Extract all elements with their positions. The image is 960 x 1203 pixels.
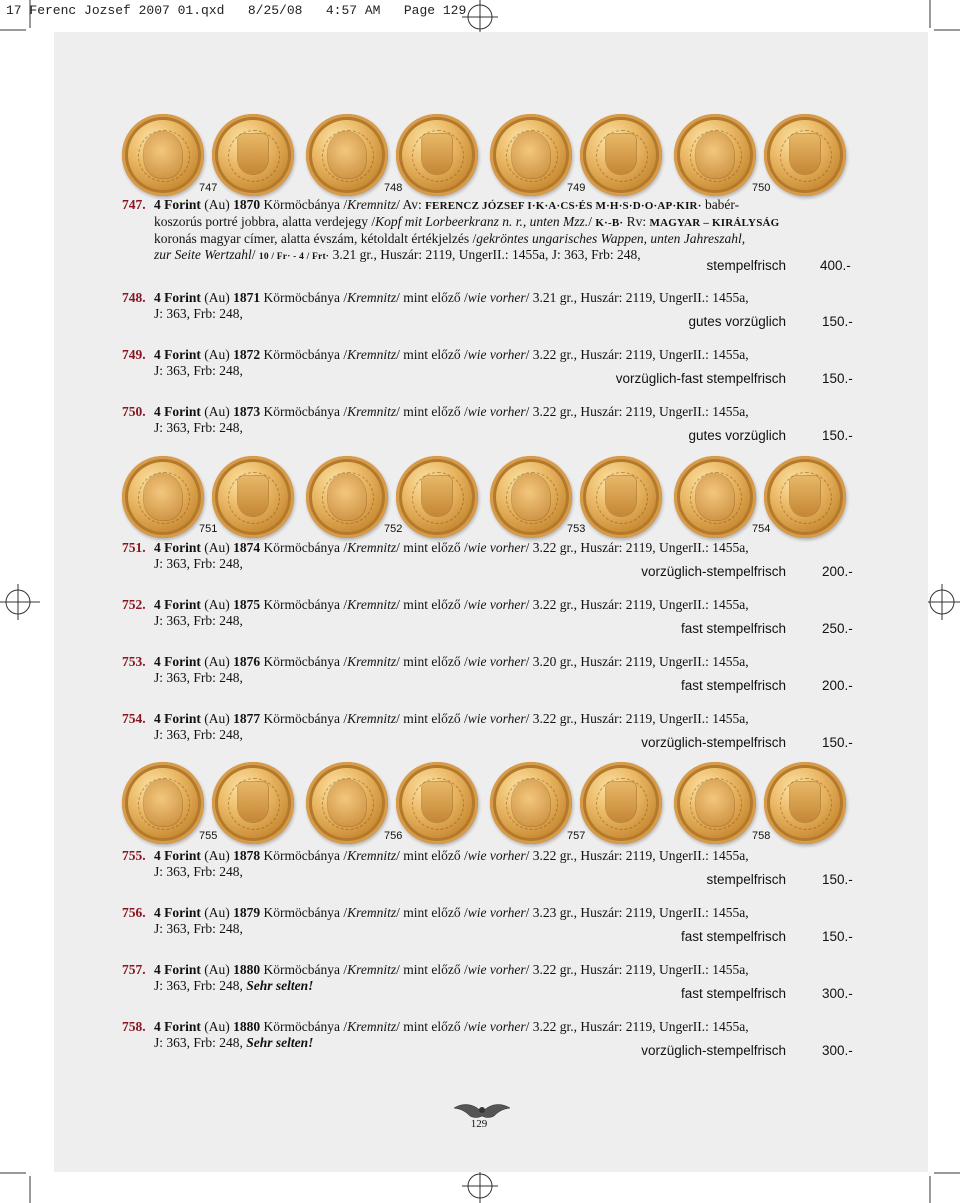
mint: Körmöcbánya / bbox=[260, 404, 348, 419]
text-german: wie vorher bbox=[467, 597, 526, 612]
references: J: 363, Frb: 248, bbox=[154, 306, 243, 321]
text-german: wie vorher bbox=[467, 1019, 526, 1034]
text: / bbox=[525, 597, 533, 612]
references: gr., Huszár: 2119, UngerII.: 1455a, bbox=[556, 404, 749, 419]
mint-german: Kremnitz bbox=[347, 347, 397, 362]
coin-749-reverse bbox=[580, 114, 662, 196]
text-german: wie vorher bbox=[467, 290, 526, 305]
note: Sehr selten! bbox=[246, 1035, 314, 1050]
denomination: 4 Forint bbox=[154, 404, 201, 419]
denomination: 4 Forint bbox=[154, 197, 201, 212]
year: 1877 bbox=[233, 711, 261, 726]
grade: vorzüglich-fast stempelfrisch bbox=[615, 371, 786, 386]
mint-german: Kremnitz bbox=[347, 540, 397, 555]
coin-750-reverse bbox=[764, 114, 846, 196]
text: / mint előző / bbox=[396, 962, 468, 977]
text: / mint előző / bbox=[396, 654, 468, 669]
price: 150.- bbox=[822, 872, 853, 887]
text: koszorús portré jobbra, alatta verdejegy / bbox=[154, 214, 376, 229]
text: / mint előző / bbox=[396, 290, 468, 305]
references: J: 363, Frb: 248, bbox=[154, 1035, 243, 1050]
text: / mint előző / bbox=[396, 404, 468, 419]
grade: fast stempelfrisch bbox=[680, 678, 786, 693]
text: / bbox=[525, 404, 533, 419]
grade: vorzüglich-stempelfrisch bbox=[641, 735, 786, 750]
text: / mint előző / bbox=[396, 597, 468, 612]
coin-752-obverse bbox=[306, 456, 388, 538]
weight: 3.22 bbox=[532, 540, 557, 555]
lot-number: 751. bbox=[122, 540, 146, 555]
mint: Körmöcbánya / bbox=[260, 654, 348, 669]
metal: (Au) bbox=[200, 540, 234, 555]
value-legend: 10 / Fr· - 4 / Frt· bbox=[258, 252, 330, 262]
metal: (Au) bbox=[200, 404, 234, 419]
coin-756-reverse bbox=[396, 762, 478, 844]
lot-number: 753. bbox=[122, 654, 146, 669]
mint-german: Kremnitz bbox=[347, 597, 397, 612]
references: gr., Huszár: 2119, UngerII.: 1455a, bbox=[556, 711, 749, 726]
year: 1878 bbox=[233, 848, 261, 863]
mint: Körmöcbánya / bbox=[260, 597, 348, 612]
year: 1873 bbox=[233, 404, 261, 419]
year: 1874 bbox=[233, 540, 261, 555]
weight: 3.22 bbox=[532, 962, 557, 977]
coin-label: 753 bbox=[567, 523, 586, 535]
references: gr., Huszár: 2119, UngerII.: 1455a, bbox=[556, 597, 749, 612]
coin-747-obverse bbox=[122, 114, 204, 196]
price: 150.- bbox=[822, 428, 853, 443]
coin-row-1 bbox=[120, 114, 850, 204]
coin-748-reverse bbox=[396, 114, 478, 196]
page-number: 129 bbox=[470, 1118, 488, 1130]
coin-label: 747 bbox=[199, 182, 218, 194]
coin-756-obverse bbox=[306, 762, 388, 844]
mint: Körmöcbánya / bbox=[260, 347, 348, 362]
lot-number: 747. bbox=[122, 197, 146, 212]
mint: Körmöcbánya / bbox=[260, 848, 348, 863]
references: gr., Huszár: 2119, UngerII.: 1455a, bbox=[556, 962, 749, 977]
references: J: 363, Frb: 248, bbox=[154, 556, 243, 571]
mint: Körmöcbánya / bbox=[260, 711, 348, 726]
metal: (Au) bbox=[200, 962, 234, 977]
coin-748-obverse bbox=[306, 114, 388, 196]
price: 150.- bbox=[822, 929, 853, 944]
price: 200.- bbox=[822, 678, 853, 693]
metal: (Au) bbox=[200, 654, 234, 669]
text-german: zur Seite Wertzahl bbox=[154, 247, 252, 262]
year: 1880 bbox=[233, 1019, 261, 1034]
text: / bbox=[525, 962, 533, 977]
lot-number: 749. bbox=[122, 347, 146, 362]
price: 150.- bbox=[822, 314, 853, 329]
metal: (Au) bbox=[200, 1019, 234, 1034]
coin-758-reverse bbox=[764, 762, 846, 844]
mint: Körmöcbánya / bbox=[260, 197, 348, 212]
year: 1879 bbox=[233, 905, 261, 920]
lot-number: 754. bbox=[122, 711, 146, 726]
price: 300.- bbox=[822, 1043, 853, 1058]
text-german: wie vorher bbox=[467, 905, 526, 920]
coin-label: 754 bbox=[752, 523, 771, 535]
references: J: 363, Frb: 248, bbox=[154, 613, 243, 628]
metal: (Au) bbox=[200, 347, 234, 362]
weight: 3.22 bbox=[532, 347, 557, 362]
weight: 3.22 bbox=[532, 711, 557, 726]
price: 250.- bbox=[822, 621, 853, 636]
coin-757-obverse bbox=[490, 762, 572, 844]
weight: 3.20 bbox=[532, 654, 557, 669]
references: gr., Huszár: 2119, UngerII.: 1455a, bbox=[556, 654, 749, 669]
lot-number: 755. bbox=[122, 848, 146, 863]
metal: (Au) bbox=[200, 197, 234, 212]
references: J: 363, Frb: 248, bbox=[154, 921, 243, 936]
coin-label: 750 bbox=[752, 182, 771, 194]
references: J: 363, Frb: 248, bbox=[154, 363, 243, 378]
text: / mint előző / bbox=[396, 711, 468, 726]
mint: Körmöcbánya / bbox=[260, 905, 348, 920]
obverse-legend: FERENCZ JÓZSEF I·K·A·CS·ÉS M·H·S·D·O·AP·KIR· bbox=[425, 200, 702, 212]
coin-753-obverse bbox=[490, 456, 572, 538]
year: 1880 bbox=[233, 962, 261, 977]
text: / bbox=[525, 290, 533, 305]
text-german: Kopf mit Lorbeerkranz n. r., unten Mzz. bbox=[375, 214, 589, 229]
weight: 3.23 bbox=[532, 905, 557, 920]
coin-753-reverse bbox=[580, 456, 662, 538]
coin-757-reverse bbox=[580, 762, 662, 844]
price: 300.- bbox=[822, 986, 853, 1001]
grade: gutes vorzüglich bbox=[688, 428, 786, 443]
text: Rv: bbox=[623, 214, 650, 229]
coin-label: 758 bbox=[752, 830, 771, 842]
lot-number: 756. bbox=[122, 905, 146, 920]
text: babér- bbox=[701, 197, 740, 212]
mint-german: Kremnitz bbox=[347, 962, 397, 977]
metal: (Au) bbox=[200, 848, 234, 863]
mint: Körmöcbánya / bbox=[260, 290, 348, 305]
text-german: wie vorher bbox=[467, 848, 526, 863]
mint-german: Kremnitz bbox=[347, 1019, 397, 1034]
text: / mint előző / bbox=[396, 347, 468, 362]
lot-747 bbox=[122, 197, 862, 265]
metal: (Au) bbox=[200, 711, 234, 726]
price: 200.- bbox=[822, 564, 853, 579]
mint-german: Kremnitz bbox=[347, 404, 397, 419]
weight: 3.22 bbox=[532, 597, 557, 612]
text: / mint előző / bbox=[396, 1019, 468, 1034]
denomination: 4 Forint bbox=[154, 290, 201, 305]
coin-label: 751 bbox=[199, 523, 218, 535]
coin-755-obverse bbox=[122, 762, 204, 844]
price: 400.- bbox=[820, 258, 851, 273]
mint-german: Kremnitz bbox=[347, 905, 397, 920]
text: koronás magyar címer, alatta évszám, kétoldalt értékjelzés / bbox=[154, 231, 477, 246]
coin-754-reverse bbox=[764, 456, 846, 538]
metal: (Au) bbox=[200, 597, 234, 612]
grade: fast stempelfrisch bbox=[680, 986, 786, 1001]
text: / mint előző / bbox=[396, 848, 468, 863]
coin-749-obverse bbox=[490, 114, 572, 196]
lot-number: 750. bbox=[122, 404, 146, 419]
coin-label: 752 bbox=[384, 523, 403, 535]
text-german: gekröntes ungarisches Wappen, unten Jahreszahl, bbox=[476, 231, 746, 246]
grade: vorzüglich-stempelfrisch bbox=[641, 564, 786, 579]
text: / bbox=[525, 1019, 533, 1034]
denomination: 4 Forint bbox=[154, 597, 201, 612]
mint-german: Kremnitz bbox=[347, 290, 397, 305]
mint: Körmöcbánya / bbox=[260, 1019, 348, 1034]
coin-752-reverse bbox=[396, 456, 478, 538]
lot-number: 752. bbox=[122, 597, 146, 612]
text: / bbox=[525, 905, 533, 920]
year: 1871 bbox=[233, 290, 261, 305]
metal: (Au) bbox=[200, 905, 234, 920]
lot-number: 757. bbox=[122, 962, 146, 977]
references: 3.21 gr., Huszár: 2119, UngerII.: 1455a, J: 363, Frb: 248, bbox=[329, 247, 641, 262]
text: / bbox=[525, 540, 533, 555]
weight: 3.21 bbox=[532, 290, 557, 305]
references: gr., Huszár: 2119, UngerII.: 1455a, bbox=[556, 905, 749, 920]
references: J: 363, Frb: 248, bbox=[154, 727, 243, 742]
year: 1875 bbox=[233, 597, 261, 612]
coin-758-obverse bbox=[674, 762, 756, 844]
grade: fast stempelfrisch bbox=[680, 621, 786, 636]
text: / bbox=[525, 347, 533, 362]
denomination: 4 Forint bbox=[154, 654, 201, 669]
lot-number: 748. bbox=[122, 290, 146, 305]
mint: Körmöcbánya / bbox=[260, 540, 348, 555]
text: / bbox=[525, 848, 533, 863]
print-header: 17 Ferenc Jozsef 2007 01.qxd 8/25/08 4:57 AM Page 129 bbox=[6, 3, 467, 18]
year: 1870 bbox=[233, 197, 261, 212]
denomination: 4 Forint bbox=[154, 711, 201, 726]
text: / bbox=[251, 247, 259, 262]
references: gr., Huszár: 2119, UngerII.: 1455a, bbox=[556, 290, 749, 305]
coin-750-obverse bbox=[674, 114, 756, 196]
references: gr., Huszár: 2119, UngerII.: 1455a, bbox=[556, 347, 749, 362]
text: / bbox=[588, 214, 596, 229]
text: / bbox=[525, 654, 533, 669]
year: 1876 bbox=[233, 654, 261, 669]
grade: gutes vorzüglich bbox=[688, 314, 786, 329]
price: 150.- bbox=[822, 735, 853, 750]
mint-mark: K·-B· bbox=[595, 217, 624, 229]
text-german: wie vorher bbox=[467, 962, 526, 977]
text-german: wie vorher bbox=[467, 711, 526, 726]
coin-751-reverse bbox=[212, 456, 294, 538]
coin-755-reverse bbox=[212, 762, 294, 844]
references: gr., Huszár: 2119, UngerII.: 1455a, bbox=[556, 848, 749, 863]
references: J: 363, Frb: 248, bbox=[154, 864, 243, 879]
lot-number: 758. bbox=[122, 1019, 146, 1034]
grade: stempelfrisch bbox=[706, 872, 786, 887]
text-german: wie vorher bbox=[467, 347, 526, 362]
coin-row-3 bbox=[120, 762, 850, 852]
coin-label: 755 bbox=[199, 830, 218, 842]
grade: fast stempelfrisch bbox=[680, 929, 786, 944]
references: gr., Huszár: 2119, UngerII.: 1455a, bbox=[556, 1019, 749, 1034]
text-german: wie vorher bbox=[467, 540, 526, 555]
coin-row-2 bbox=[120, 456, 850, 546]
references: J: 363, Frb: 248, bbox=[154, 978, 243, 993]
coin-label: 756 bbox=[384, 830, 403, 842]
text: / bbox=[525, 711, 533, 726]
mint-german: Kremnitz bbox=[347, 654, 397, 669]
references: J: 363, Frb: 248, bbox=[154, 420, 243, 435]
text: / Av: bbox=[396, 197, 426, 212]
metal: (Au) bbox=[200, 290, 234, 305]
mint-german: Kremnitz bbox=[347, 711, 397, 726]
coin-label: 748 bbox=[384, 182, 403, 194]
grade: stempelfrisch bbox=[706, 258, 786, 273]
price: 150.- bbox=[822, 371, 853, 386]
denomination: 4 Forint bbox=[154, 347, 201, 362]
mint-german: Kremnitz bbox=[347, 848, 397, 863]
denomination: 4 Forint bbox=[154, 905, 201, 920]
coin-label: 757 bbox=[567, 830, 586, 842]
coin-747-reverse bbox=[212, 114, 294, 196]
mint: Körmöcbánya / bbox=[260, 962, 348, 977]
references: J: 363, Frb: 248, bbox=[154, 670, 243, 685]
note: Sehr selten! bbox=[246, 978, 314, 993]
text: / mint előző / bbox=[396, 540, 468, 555]
coin-label: 749 bbox=[567, 182, 586, 194]
mint-german: Kremnitz bbox=[347, 197, 397, 212]
weight: 3.22 bbox=[532, 1019, 557, 1034]
weight: 3.22 bbox=[532, 848, 557, 863]
coin-754-obverse bbox=[674, 456, 756, 538]
denomination: 4 Forint bbox=[154, 1019, 201, 1034]
weight: 3.22 bbox=[532, 404, 557, 419]
coin-751-obverse bbox=[122, 456, 204, 538]
denomination: 4 Forint bbox=[154, 540, 201, 555]
references: gr., Huszár: 2119, UngerII.: 1455a, bbox=[556, 540, 749, 555]
year: 1872 bbox=[233, 347, 261, 362]
reverse-legend: MAGYAR – KIRÁLYSÁG bbox=[649, 217, 780, 229]
text-german: wie vorher bbox=[467, 654, 526, 669]
text-german: wie vorher bbox=[467, 404, 526, 419]
denomination: 4 Forint bbox=[154, 962, 201, 977]
grade: vorzüglich-stempelfrisch bbox=[641, 1043, 786, 1058]
text: / mint előző / bbox=[396, 905, 468, 920]
denomination: 4 Forint bbox=[154, 848, 201, 863]
